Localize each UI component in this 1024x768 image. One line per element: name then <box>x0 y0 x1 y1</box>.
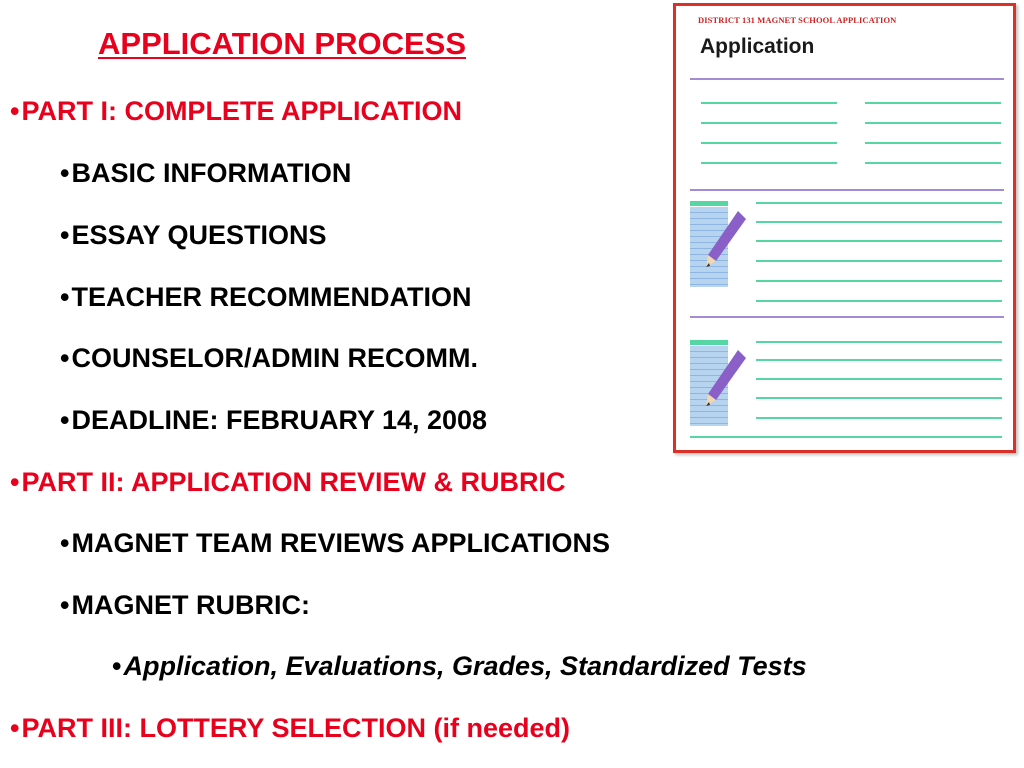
application-form-illustration <box>673 3 1016 453</box>
form-line <box>865 122 1001 124</box>
list-item-deadline: •DEADLINE: FEBRUARY 14, 2008 <box>60 405 488 435</box>
form-line <box>690 436 1002 438</box>
list-item-magnet-rubric: •MAGNET RUBRIC: <box>60 590 310 620</box>
form-divider <box>690 78 1004 80</box>
list-item-essay-questions: •ESSAY QUESTIONS <box>60 220 327 250</box>
form-line <box>701 122 837 124</box>
pencil-notepad-icon <box>702 348 746 410</box>
form-line <box>865 142 1001 144</box>
list-item-basic-information: •BASIC INFORMATION <box>60 158 352 188</box>
form-line <box>756 280 1002 282</box>
notepad-tab <box>690 201 728 206</box>
notepad-tab <box>690 340 728 345</box>
form-line <box>701 142 837 144</box>
list-item-teacher-recommendation: •TEACHER RECOMMENDATION <box>60 282 472 312</box>
form-line <box>756 260 1002 262</box>
list-item-magnet-team: •MAGNET TEAM REVIEWS APPLICATIONS <box>60 528 610 558</box>
form-line <box>756 378 1002 380</box>
form-line <box>756 397 1002 399</box>
form-line <box>756 300 1002 302</box>
part-2-heading: •PART II: APPLICATION REVIEW & RUBRIC <box>10 467 566 497</box>
form-line <box>701 102 837 104</box>
pencil-notepad-icon <box>702 209 746 271</box>
list-item-rubric-criteria: •Application, Evaluations, Grades, Standardized Tests <box>112 651 807 681</box>
form-line <box>756 341 1002 343</box>
form-line <box>701 162 837 164</box>
form-line <box>865 162 1001 164</box>
slide-title: APPLICATION PROCESS <box>98 26 467 61</box>
form-divider <box>690 189 1004 191</box>
part-3-heading: •PART III: LOTTERY SELECTION (if needed) <box>10 713 570 743</box>
list-item-counselor-admin: •COUNSELOR/ADMIN RECOMM. <box>60 343 478 373</box>
form-line <box>756 202 1002 204</box>
part-1-heading: •PART I: COMPLETE APPLICATION <box>10 96 462 126</box>
form-title: Application <box>700 35 815 58</box>
form-line <box>756 359 1002 361</box>
form-header: DISTRICT 131 MAGNET SCHOOL APPLICATION <box>698 15 897 25</box>
form-line <box>756 417 1002 419</box>
form-line <box>756 240 1002 242</box>
form-line <box>865 102 1001 104</box>
form-line <box>756 221 1002 223</box>
form-divider <box>690 316 1004 318</box>
